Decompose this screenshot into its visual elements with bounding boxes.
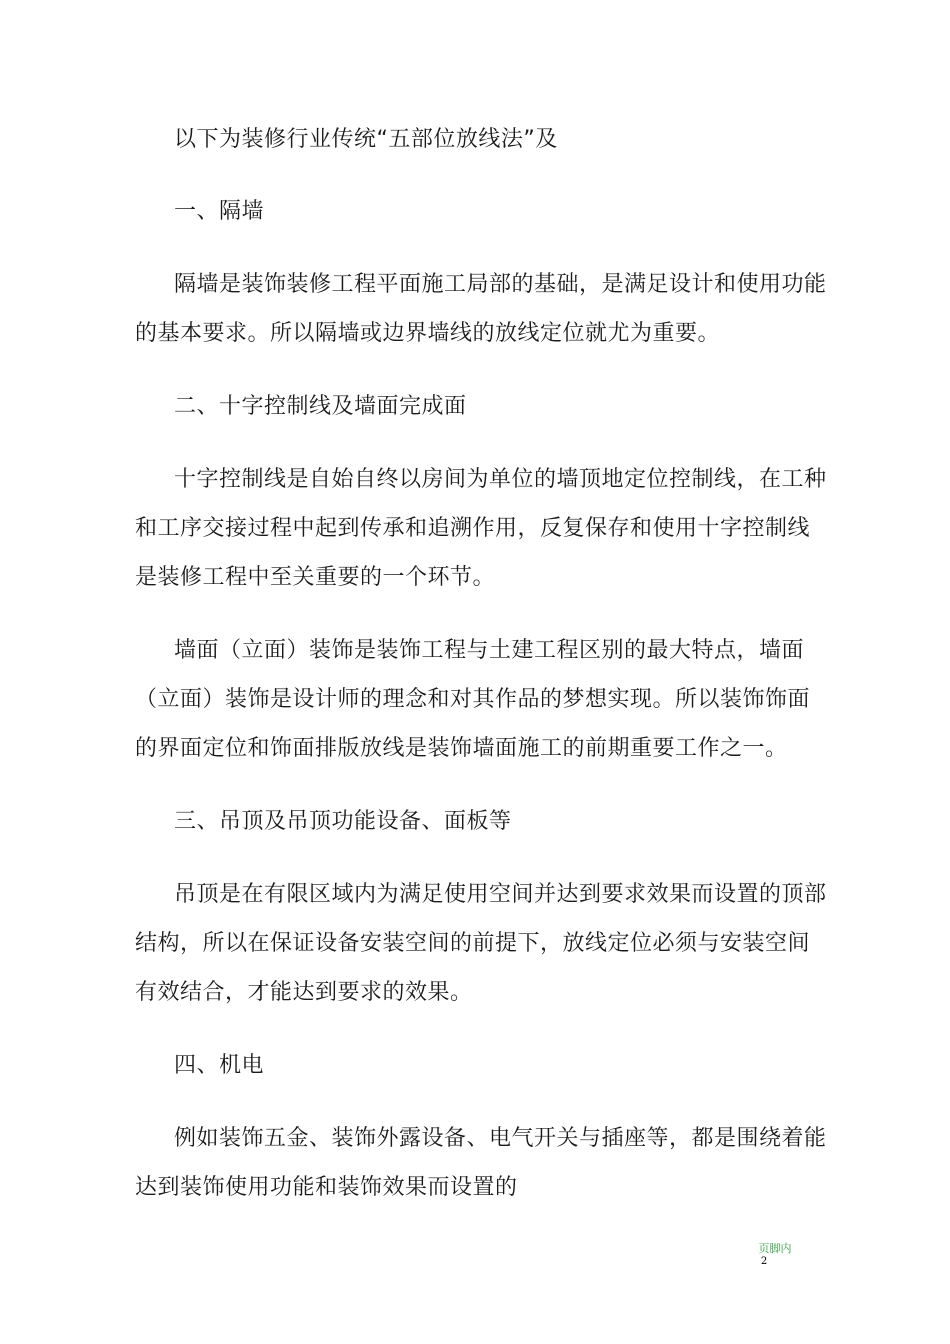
paragraph-line: 隔墙是装饰装修工程平面施工局部的基础，是满足设计和使用功能 [174, 272, 827, 297]
paragraph-line: 墙面（立面）装饰是装饰工程与土建工程区别的最大特点，墙面 [174, 638, 805, 663]
page-number: 2 [760, 1256, 768, 1267]
heading-ceiling: 三、吊顶及吊顶功能设备、面板等 [174, 809, 512, 834]
paragraph-line: （立面）装饰是设计师的理念和对其作品的梦想实现。所以装饰饰面 [135, 687, 811, 712]
paragraph-line: 吊顶是在有限区域内为满足使用空间并达到要求效果而设置的顶部 [174, 882, 827, 907]
paragraph-line: 的界面定位和饰面排版放线是装饰墙面施工的前期重要工作之一。 [135, 736, 788, 761]
heading-partition-wall: 一、隔墙 [174, 199, 265, 224]
paragraph-line: 结构，所以在保证设备安装空间的前提下，放线定位必须与安装空间 [135, 931, 811, 956]
page-footer [730, 1242, 820, 1268]
paragraph-line: 和工序交接过程中起到传承和追溯作用，反复保存和使用十字控制线 [135, 516, 811, 541]
paragraph-line: 达到装饰使用功能和装饰效果而设置的 [135, 1175, 518, 1200]
paragraph-line: 十字控制线是自始自终以房间为单位的墙顶地定位控制线，在工种 [174, 467, 827, 492]
heading-mep: 四、机电 [174, 1053, 265, 1078]
paragraph-line: 的基本要求。所以隔墙或边界墙线的放线定位就尤为重要。 [135, 321, 721, 346]
paragraph-line: 是装修工程中至关重要的一个环节。 [135, 565, 496, 590]
intro-line: 以下为装修行业传统“五部位放线法”及 [174, 127, 558, 152]
paragraph-line: 例如装饰五金、装饰外露设备、电气开关与插座等，都是围绕着能 [174, 1126, 827, 1151]
heading-cross-control-line: 二、十字控制线及墙面完成面 [174, 394, 467, 419]
footer-label: 页脚内 [758, 1242, 792, 1255]
paragraph-line: 有效结合，才能达到要求的效果。 [135, 980, 473, 1005]
